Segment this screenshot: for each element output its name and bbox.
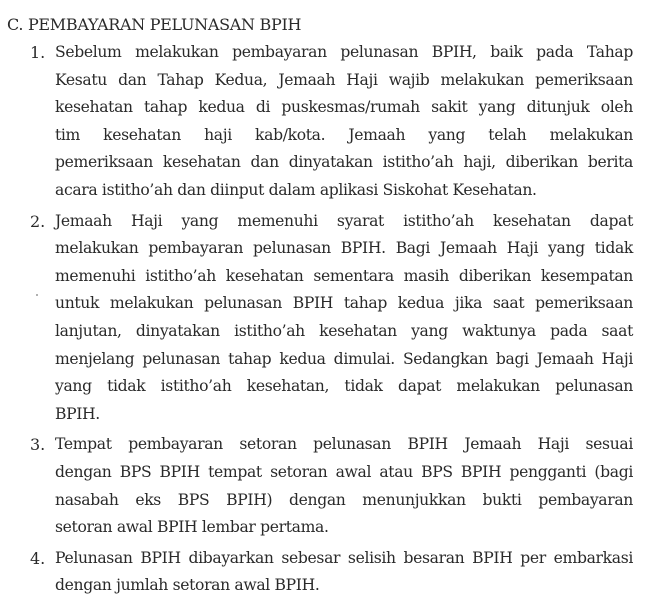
text-line: nasabah eks BPS BPIH) dengan menunjukkan bukti pembayaran bbox=[55, 490, 633, 509]
text-line: menjelang pelunasan tahap kedua dimulai. Sedangkan bagi Jemaah Haji bbox=[55, 349, 633, 368]
list-item-text bbox=[55, 431, 633, 541]
text-line: untuk melakukan pelunasan BPIH tahap kedua jika saat pemeriksaan bbox=[55, 294, 633, 313]
text-line: acara istitho’ah dan diinput dalam aplikasi Siskohat Kesehatan. bbox=[55, 180, 537, 199]
text-line: kesehatan tahap kedua di puskesmas/rumah sakit yang ditunjuk oleh bbox=[55, 98, 633, 117]
text-line: pemeriksaan kesehatan dan dinyatakan istitho’ah haji, diberikan berita bbox=[55, 153, 633, 172]
list-item-number: 1. bbox=[30, 43, 46, 62]
text-line: tim kesehatan haji kab/kota. Jemaah yang telah melakukan bbox=[55, 125, 633, 144]
text-line: Kesatu dan Tahap Kedua, Jemaah Haji wajib melakukan pemeriksaan bbox=[55, 70, 633, 89]
text-line: dengan BPS BPIH tempat setoran awal atau BPS BPIH pengganti (bagi bbox=[55, 462, 633, 481]
numbered-list bbox=[0, 39, 649, 603]
list-item bbox=[0, 431, 649, 541]
section-heading: C. PEMBAYARAN PELUNASAN BPIH bbox=[7, 15, 302, 34]
text-line: setoran awal BPIH lembar pertama. bbox=[55, 518, 329, 537]
text-line: Tempat pembayaran setoran pelunasan BPIH Jemaah Haji sesuai bbox=[55, 435, 633, 454]
text-line: lanjutan, dinyatakan istitho’ah kesehatan yang waktunya pada saat bbox=[55, 321, 633, 340]
list-item-number: 4. bbox=[30, 548, 46, 568]
list-item-text bbox=[55, 545, 633, 600]
list-item-number: 2. bbox=[30, 211, 46, 231]
list-item bbox=[0, 545, 649, 600]
text-line: Pelunasan BPIH dibayarkan sebesar selisih besaran BPIH per embarkasi bbox=[55, 548, 633, 567]
list-item bbox=[0, 39, 649, 205]
list-item-text bbox=[55, 39, 633, 205]
text-line: yang tidak istitho’ah kesehatan, tidak dapat melakukan pelunasan bbox=[55, 377, 633, 396]
list-item-text bbox=[55, 208, 633, 429]
scan-speck bbox=[36, 294, 38, 296]
text-line: Jemaah Haji yang memenuhi syarat istitho’ah kesehatan dapat bbox=[55, 211, 633, 230]
text-line: dengan jumlah setoran awal BPIH. bbox=[55, 576, 320, 595]
text-line: memenuhi istitho’ah kesehatan sementara masih diberikan kesempatan bbox=[55, 266, 633, 285]
text-line: BPIH. bbox=[55, 404, 100, 423]
list-item-number: 3. bbox=[30, 435, 46, 455]
list-item bbox=[0, 208, 649, 429]
text-line: Sebelum melakukan pembayaran pelunasan BPIH, baik pada Tahap bbox=[55, 43, 633, 61]
text-line: melakukan pembayaran pelunasan BPIH. Bagi Jemaah Haji yang tidak bbox=[55, 239, 633, 258]
